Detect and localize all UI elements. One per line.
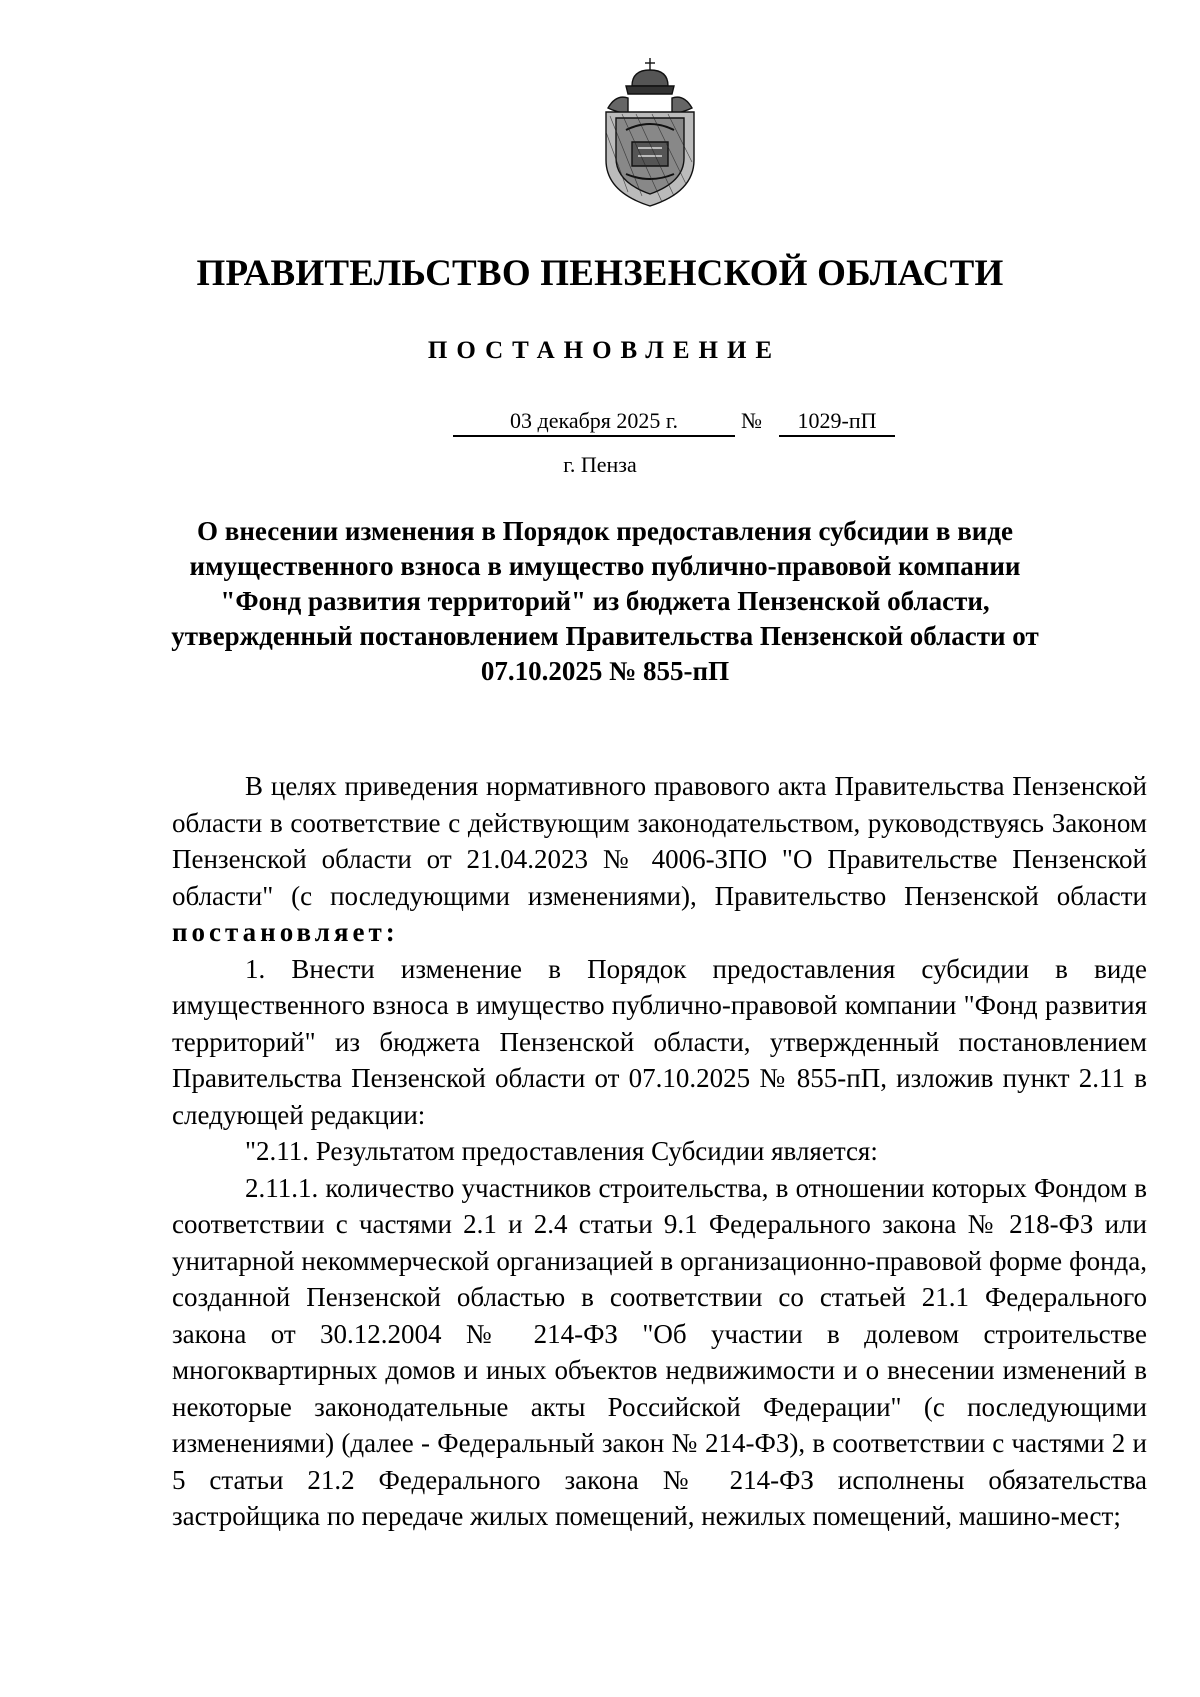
document-body: [172, 768, 1147, 1535]
resolves-verb: постановляет:: [172, 917, 399, 947]
document-number: 1029-пП: [779, 408, 895, 437]
number-sign: №: [741, 408, 762, 433]
document-date: 03 декабря 2025 г.: [453, 408, 735, 437]
paragraph-2-11-1: 2.11.1. количество участников строительства, в отношении которых Фондом в соответствии с частями 2.1 и 2.4 статьи 9.1 Федерального закона № 218-ФЗ или унитарной некоммерческой организацией в организационно-правовой форме фонда, созданной Пензенской областью в соответствии со статьей 21.1 Федерального закона от 30.12.2004 № 214-ФЗ "Об участии в долевом строительстве многоквартирных домов и иных объектов недвижимости и о внесении изменений в некоторые законодательные акты Российской Федерации" (с последующими изменениями) (далее - Федеральный закон № 214-ФЗ), в соответствии с частями 2 и 5 статьи 21.2 Федерального закона № 214-ФЗ исполнены обязательства застройщика по передаче жилых помещений, нежилых помещений, машино-мест;: [172, 1172, 1147, 1531]
city: г. Пенза: [563, 452, 637, 477]
document-title: О внесении изменения в Порядок предоставления субсидии в виде имущественного взноса в имущество публично-правовой компании "Фонд развития территорий" из бюджета Пензенской области, утвержденный постановлением Правительства Пензенской области от 07.10.2025 № 855-пП: [171, 516, 1039, 686]
coat-of-arms-emblem: [602, 56, 698, 210]
paragraph-item-1: 1. Внести изменение в Порядок предоставления субсидии в виде имущественного взноса в имущество публично-правовой компании "Фонд развития территорий" из бюджета Пензенской области, утвержденный постановлением Правительства Пензенской области от 07.10.2025 № 855-пП, изложив пункт 2.11 в следующей редакции:: [172, 953, 1147, 1130]
organization-name: ПРАВИТЕЛЬСТВО ПЕНЗЕНСКОЙ ОБЛАСТИ: [196, 253, 1004, 294]
paragraph-2-11: "2.11. Результатом предоставления Субсидии является:: [245, 1136, 878, 1166]
preamble-text: В целях приведения нормативного правового акта Правительства Пензенской области в соответствие с действующим законодательством, руководствуясь Законом Пензенской области от 21.04.2023 № 4006-ЗПО "О Правительстве Пензенской области" (с последующими изменениями), Правительство Пензенской области: [172, 771, 1147, 911]
paragraph-preamble: [172, 768, 1147, 951]
document-type: ПОСТАНОВЛЕНИЕ: [427, 337, 782, 364]
date-number-line: [0, 408, 1200, 442]
